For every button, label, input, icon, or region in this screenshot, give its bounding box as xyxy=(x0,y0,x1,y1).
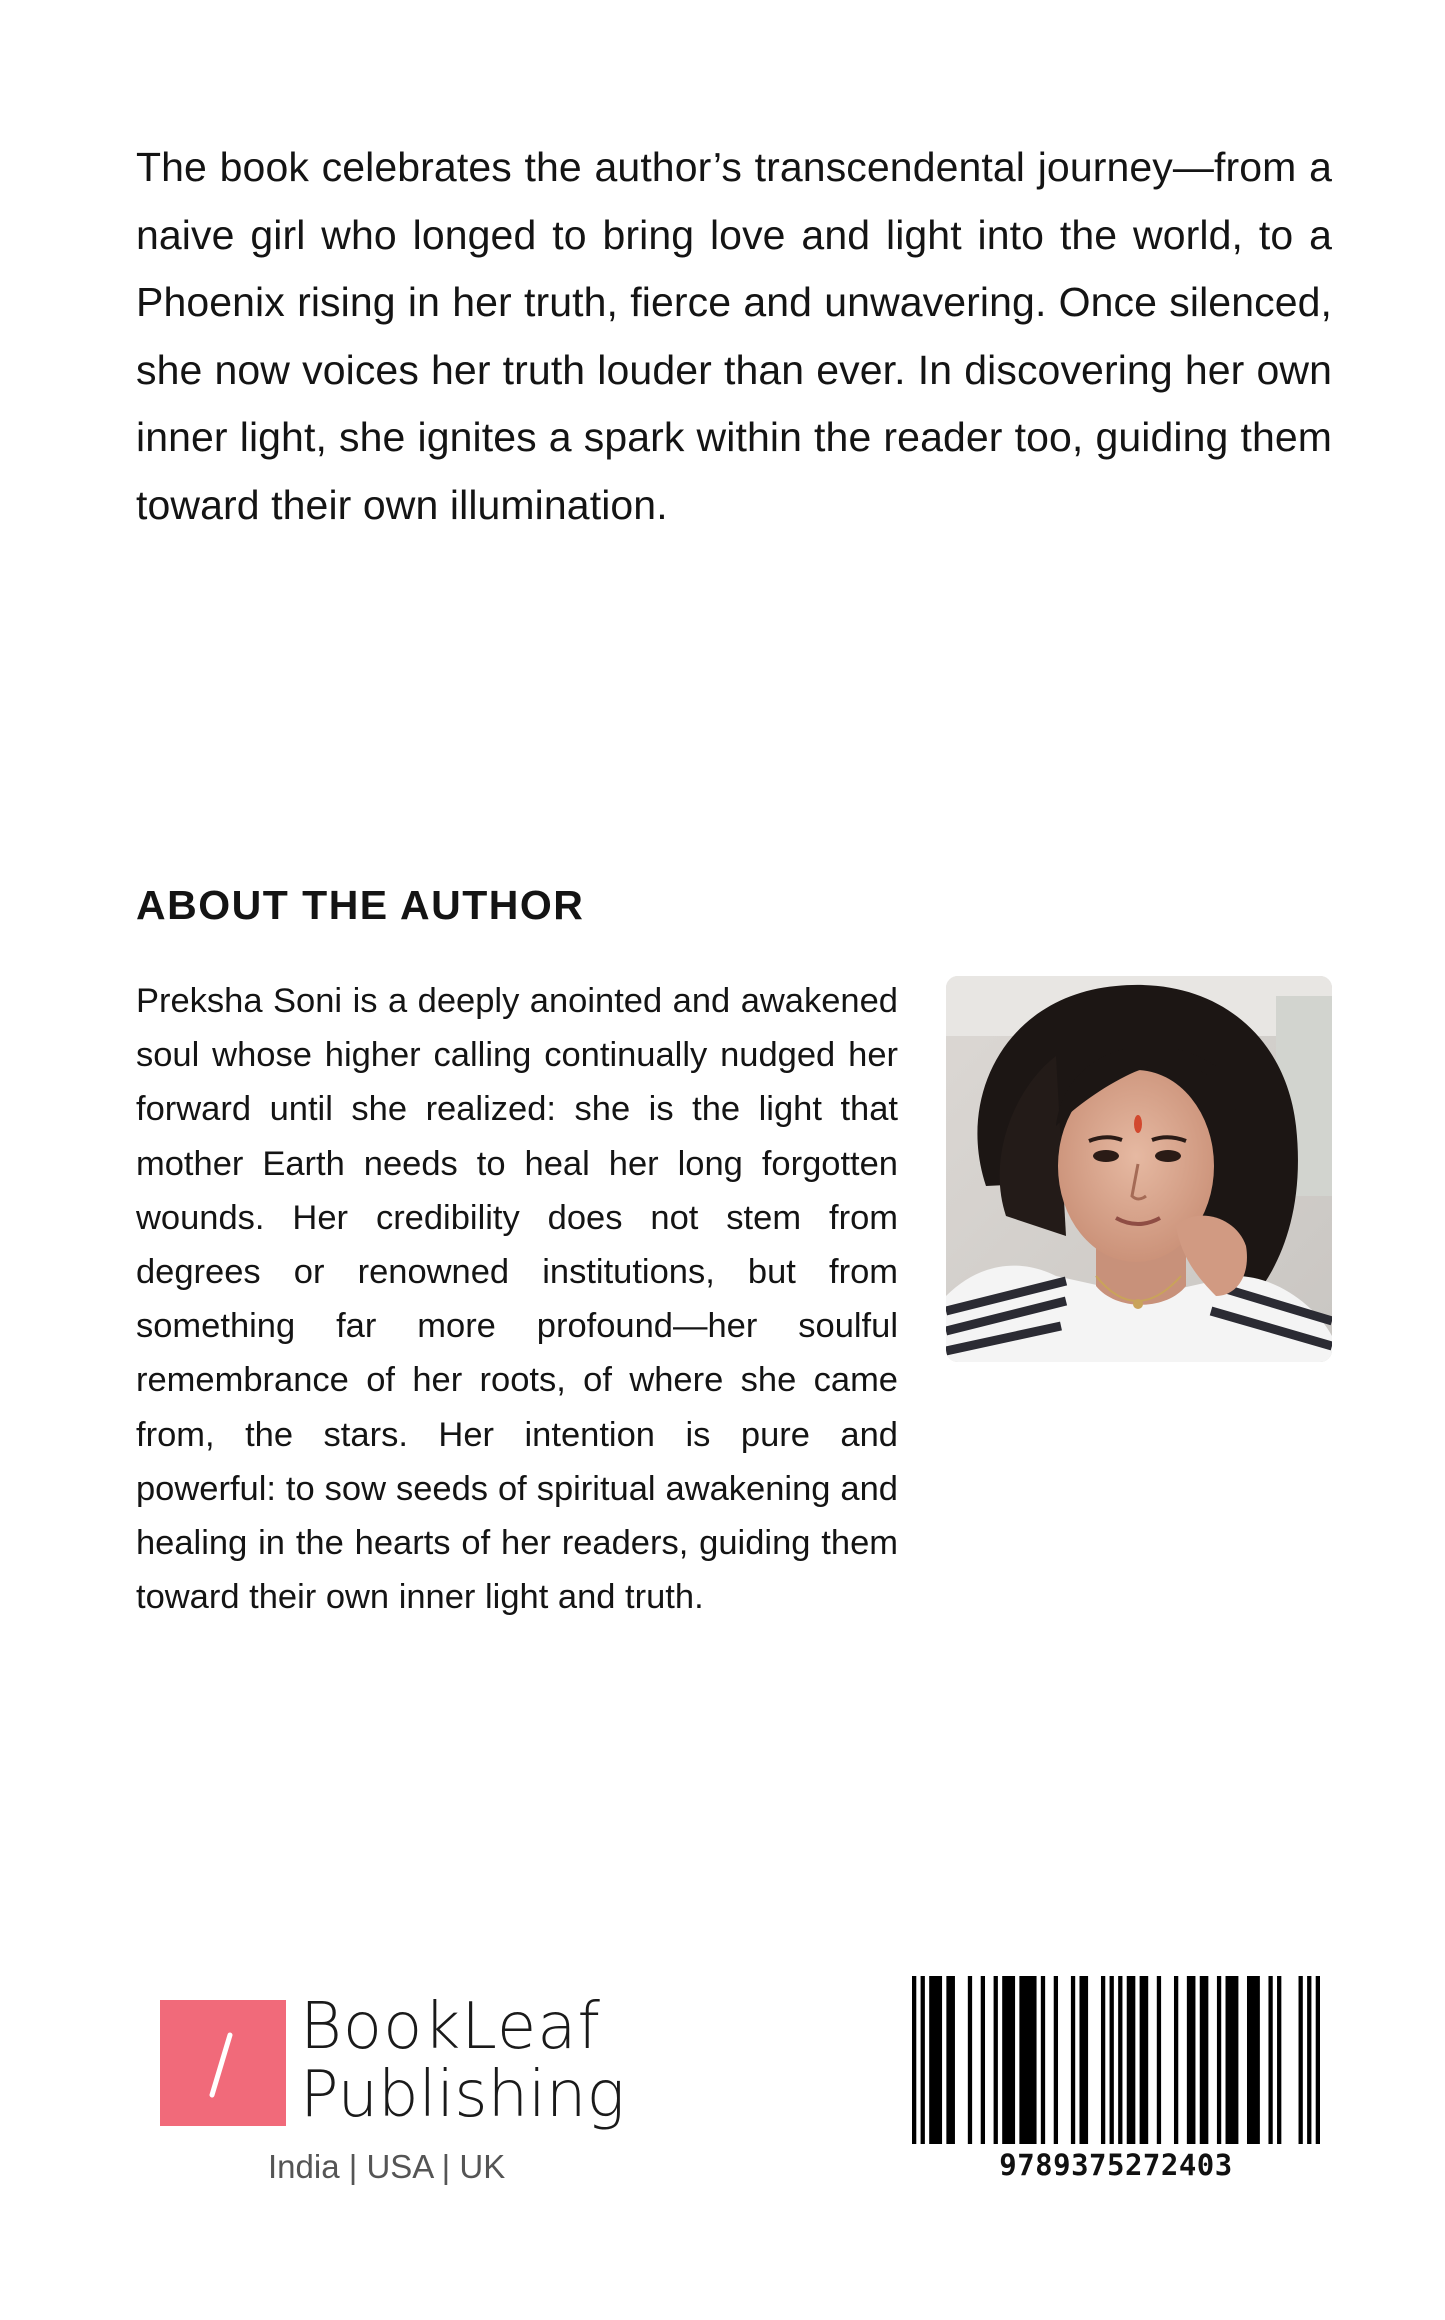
barcode-bars xyxy=(912,1976,1320,2144)
barcode-bar xyxy=(994,1976,998,2144)
barcode-bar xyxy=(1019,1976,1036,2144)
publisher-regions: India | USA | UK xyxy=(268,2148,506,2185)
barcode-bar xyxy=(1200,1976,1209,2144)
barcode-bar xyxy=(1217,1976,1221,2144)
barcode-bar xyxy=(1041,1976,1045,2144)
barcode-bar xyxy=(912,1976,916,2144)
about-author-heading: ABOUT THE AUTHOR xyxy=(136,882,585,928)
barcode-bar xyxy=(1002,1976,1015,2144)
barcode-bar xyxy=(1174,1976,1178,2144)
barcode-bar xyxy=(1118,1976,1122,2144)
barcode-bar xyxy=(1247,1976,1260,2144)
isbn-number: 9789375272403 xyxy=(999,2148,1233,2182)
logo-text-bookleaf: BookLeaf xyxy=(300,1990,601,2064)
barcode-bar xyxy=(1157,1976,1161,2144)
barcode-bar xyxy=(1110,1976,1114,2144)
barcode-bar xyxy=(1268,1976,1272,2144)
barcode-bar xyxy=(1140,1976,1149,2144)
barcode-bar xyxy=(929,1976,942,2144)
barcode-bar xyxy=(946,1976,955,2144)
barcode-bar xyxy=(1307,1976,1311,2144)
barcode-bar xyxy=(1071,1976,1075,2144)
logo-text-publishing: Publishing xyxy=(300,2058,625,2132)
barcode-bar xyxy=(921,1976,925,2144)
barcode-bar xyxy=(1299,1976,1303,2144)
barcode-bar xyxy=(968,1976,972,2144)
barcode-bar xyxy=(1316,1976,1320,2144)
barcode-bar xyxy=(1187,1976,1196,2144)
isbn-barcode xyxy=(912,1976,1320,2194)
barcode-bar xyxy=(1127,1976,1136,2144)
barcode-bar xyxy=(1054,1976,1058,2144)
back-cover-blurb: The book celebrates the author’s transcendental journey—from a naive girl who longed to bring love and light into the world, to a Phoenix rising in her truth, fierce and unwavering. Once silenced, she now voices her truth louder than ever. In discovering her own inner light, she ignites a spark within the reader too, guiding them toward their own illumination. xyxy=(136,144,1332,528)
barcode-bar xyxy=(1101,1976,1105,2144)
barcode-bar xyxy=(1079,1976,1088,2144)
barcode-bar xyxy=(1226,1976,1239,2144)
author-photo xyxy=(946,976,1332,1362)
bookleaf-publishing-logo xyxy=(160,1990,625,2200)
author-bio: Preksha Soni is a deeply anointed and awakened soul whose higher calling continually nudged her forward until she realized: she is the light that mother Earth needs to heal her long forgotten wounds. Her credibility does not stem from degrees or renowned institutions, but from something far more profound—her soulful remembrance of her roots, of where she came from, the stars. Her intention is pure and powerful: to sow seeds of spiritual awakening and healing in the hearts of her readers, guiding them toward their own inner light and truth. xyxy=(136,982,898,1617)
barcode-bar xyxy=(1277,1976,1281,2144)
barcode-bar xyxy=(981,1976,985,2144)
slash-icon xyxy=(160,2000,286,2126)
